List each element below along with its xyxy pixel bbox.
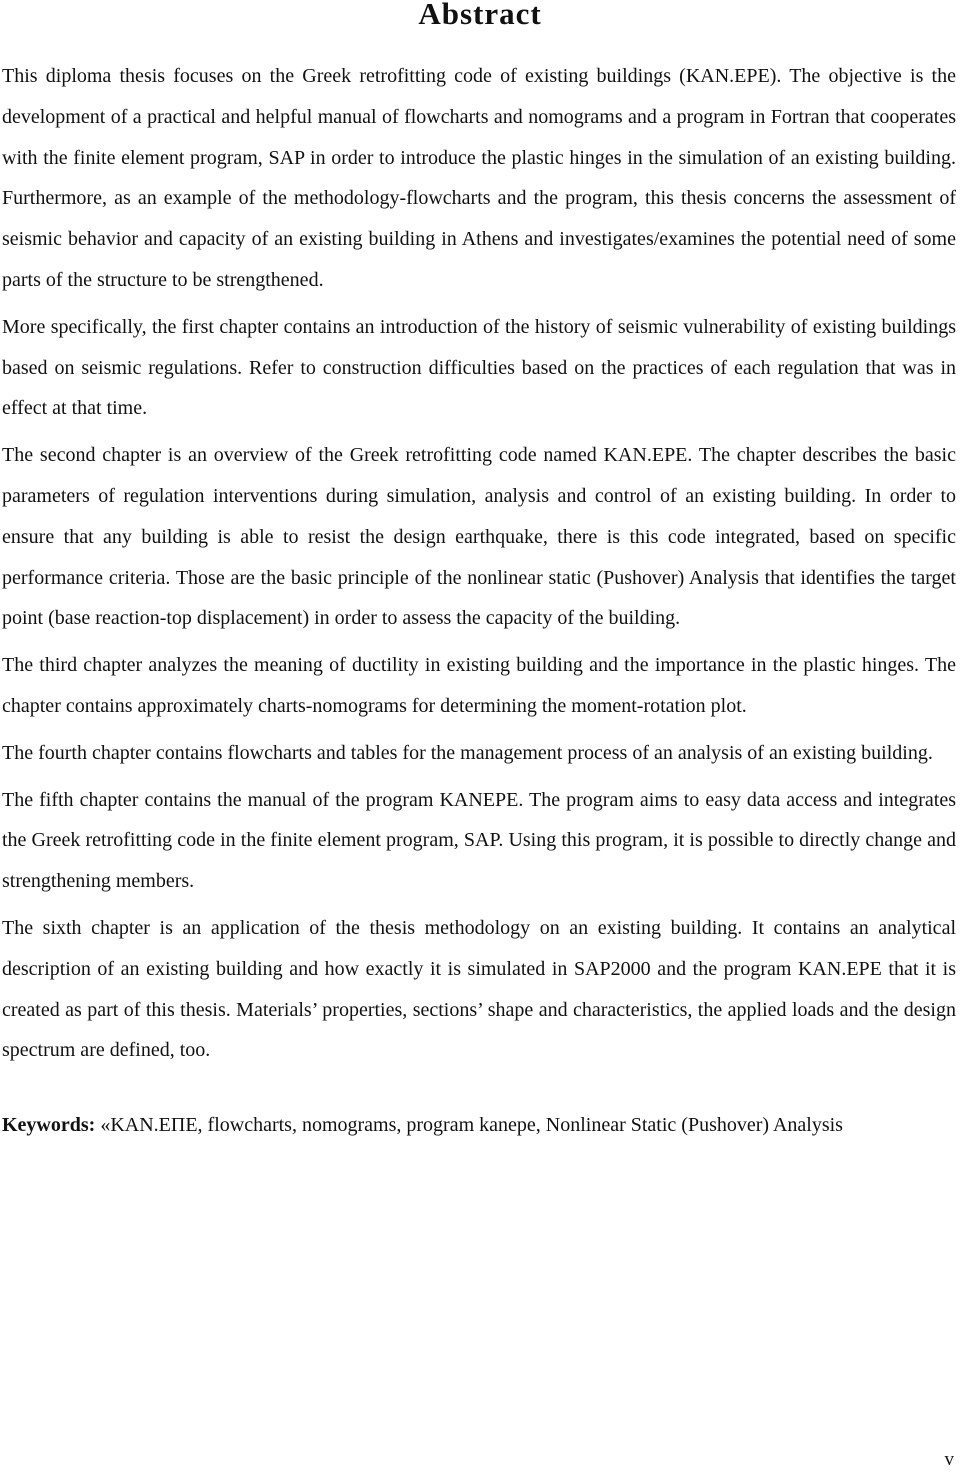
- keywords-text: «KAN.ΕΠΕ, flowcharts, nomograms, program kanepe, Nonlinear Static (Pushover) Analysis: [95, 1114, 843, 1137]
- keywords-label: Keywords:: [2, 1114, 96, 1137]
- abstract-body: [2, 56, 956, 1146]
- paragraph-chapter-4: The fourth chapter contains flowcharts and tables for the management process of an analysis of an existing building.: [2, 741, 933, 764]
- keywords-line: [2, 1105, 956, 1146]
- paragraph-intro: This diploma thesis focuses on the Greek retrofitting code of existing buildings (KAN.EPE). The objective is the development of a practical and helpful manual of flowcharts and nomograms and a program in Fortran that cooperates with the finite element program, SAP in order to introduce the plastic hinges in the simulation of an existing building. Furthermore, as an example of the methodology-flowcharts and the program, this thesis concerns the assessment of seismic behavior and capacity of an existing building in Athens and investigates/examines the potential need of some parts of the structure to be strengthened.: [2, 65, 956, 291]
- paragraph-chapter-6: The sixth chapter is an application of the thesis methodology on an existing building. It contains an analytical description of an existing building and how exactly it is simulated in SAP2000 and the program KAN.EPE that it is created as part of this thesis. Materials’ properties, sections’ shape and characteristics, the applied loads and the design spectrum are defined, too.: [2, 916, 956, 1062]
- paragraph-chapter-5: The fifth chapter contains the manual of the program KANEPE. The program aims to easy data access and integrates the Greek retrofitting code in the finite element program, SAP. Using this program, it is possible to directly change and strengthening members.: [2, 788, 956, 893]
- paragraph-chapter-3: The third chapter analyzes the meaning of ductility in existing building and the importance in the plastic hinges. The chapter contains approximately charts-nomograms for determining the moment-rotation plot.: [2, 654, 956, 717]
- abstract-title: Abstract: [418, 0, 542, 31]
- page-number: v: [944, 1449, 954, 1470]
- paragraph-chapter-1: More specifically, the first chapter contains an introduction of the history of seismic vulnerability of existing buildings based on seismic regulations. Refer to construction difficulties based on the practices of each regulation that was in effect at that time.: [2, 315, 956, 420]
- paragraph-chapter-2: The second chapter is an overview of the Greek retrofitting code named KAN.EPE. The chapter describes the basic parameters of regulation interventions during simulation, analysis and control of an existing building. In order to ensure that any building is able to resist the design earthquake, there is this code integrated, based on specific performance criteria. Those are the basic principle of the nonlinear static (Pushover) Analysis that identifies the target point (base reaction-top displacement) in order to assess the capacity of the building.: [2, 444, 956, 630]
